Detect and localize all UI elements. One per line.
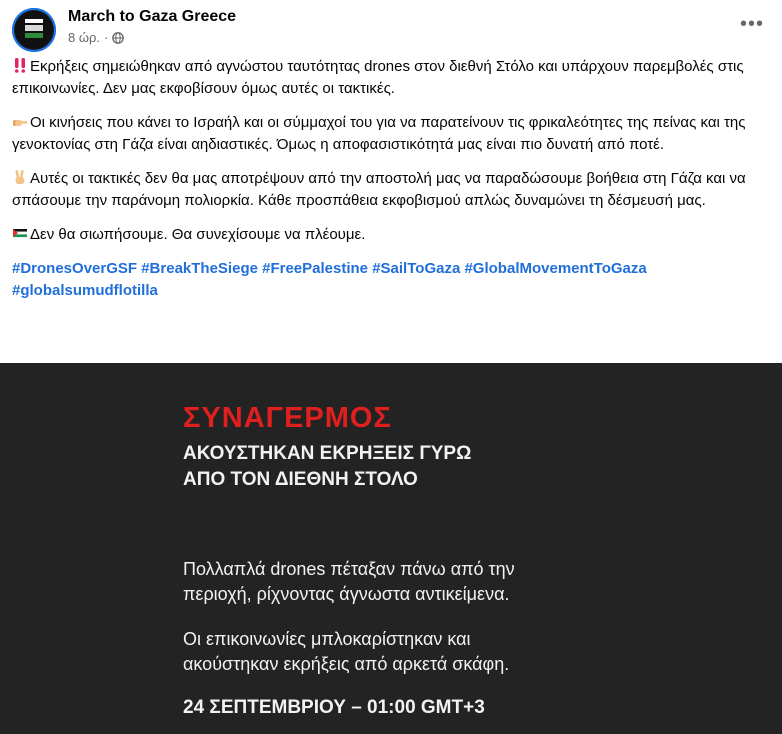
meta-separator: · [104, 30, 109, 45]
paragraph-text: Δεν θα σιωπήσουμε. Θα συνεχίσουμε να πλέουμε. [30, 226, 366, 243]
pointing-hand-emoji-icon [12, 113, 28, 129]
image-body-text: ακούστηκαν εκρήξεις από αρκετά σκάφη. [183, 654, 510, 674]
post-meta [68, 30, 124, 45]
post-image[interactable] [0, 363, 782, 734]
hashtag-link[interactable]: #BreakTheSiege [141, 260, 258, 277]
palestine-flag-emoji-icon [12, 225, 28, 241]
post-header [12, 8, 770, 52]
image-date: 24 ΣΕΠΤΕΜΒΡΙΟΥ – 01:00 GMT+3 [183, 697, 485, 718]
paragraph-text: Αυτές οι τακτικές δεν θα μας αποτρέψουν από την αποστολή μας να παραδώσουμε βοήθεια στη Γάζα και να σπάσουμε την παράνομη πολιορκία. Κάθε προσπάθεια εκφοβισμού απλώς δυναμώνει τη δέσμευσή μας. [12, 170, 746, 209]
post-timestamp[interactable]: 8 ώρ. [68, 30, 100, 45]
victory-hand-emoji-icon [12, 169, 28, 185]
post-paragraph [12, 168, 770, 212]
page-avatar[interactable] [12, 8, 56, 52]
avatar-logo-mark [25, 25, 43, 31]
hashtag-link[interactable]: #FreePalestine [262, 260, 369, 277]
post-paragraph [12, 56, 770, 100]
globe-icon[interactable] [112, 32, 124, 44]
page-name-link[interactable]: March to Gaza Greece [68, 8, 237, 25]
more-options-icon[interactable]: ••• [739, 12, 764, 35]
image-body-text: Πολλαπλά drones πέταξαν πάνω από την [183, 559, 515, 579]
hashtag-link[interactable]: #GlobalMovementToGaza [464, 260, 647, 277]
double-exclamation-emoji-icon [12, 57, 28, 73]
hashtag-list [12, 258, 770, 302]
paragraph-text: Εκρήξεις σημειώθηκαν από αγνώστου ταυτότητας drones στον διεθνή Στόλο και υπάρχουν παρεμβολές στις επικοινωνίες. Δεν μας εκφοβίσουν όμως αυτές οι τακτικές. [12, 58, 744, 97]
paragraph-text: Οι κινήσεις που κάνει το Ισραήλ και οι σύμμαχοί του για να παρατείνουν τις φρικαλεότητες της πείνας και της γενοκτονίας στη Γάζα είναι αηδιαστικές. Όμως η αποφασιστικότητά μας είναι πιο δυνατή από ποτέ. [12, 114, 746, 153]
image-body-text: περιοχή, ρίχνοντας άγνωστα αντικείμενα. [183, 584, 510, 604]
image-subtitle: ΑΚΟΥΣΤΗΚΑΝ ΕΚΡΗΞΕΙΣ ΓΥΡΩ [183, 443, 472, 464]
post-paragraph [12, 112, 770, 156]
avatar-logo-mark [25, 19, 43, 23]
hashtag-link[interactable]: #DronesOverGSF [12, 260, 138, 277]
hashtag-link[interactable]: #globalsumudflotilla [12, 282, 158, 299]
hashtag-link[interactable]: #SailToGaza [372, 260, 461, 277]
avatar-logo-mark [25, 33, 43, 38]
image-subtitle: ΑΠΟ ΤΟΝ ΔΙΕΘΝΗ ΣΤΟΛΟ [183, 469, 418, 490]
post-paragraph [12, 224, 770, 246]
post-text [12, 56, 770, 302]
image-body-text: Οι επικοινωνίες μπλοκαρίστηκαν και [183, 629, 471, 649]
image-alert-title: ΣΥΝΑΓΕΡΜΟΣ [183, 402, 392, 434]
